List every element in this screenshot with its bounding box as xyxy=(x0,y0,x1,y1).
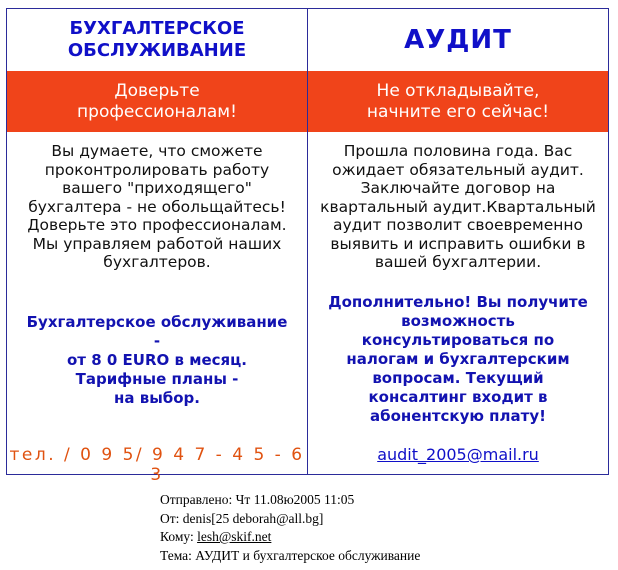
audit-header: АУДИТ xyxy=(404,25,512,55)
ad-table xyxy=(6,8,609,485)
text-line: бухгалтеров. xyxy=(103,253,211,271)
phone-contact xyxy=(7,445,307,485)
text-line: Прошла половина года. Вас xyxy=(343,142,573,160)
promo-line: консалтинг входит в xyxy=(368,388,548,406)
text-line: ожидает обязательный аудит. xyxy=(332,160,584,179)
banner-line: начните его сейчас! xyxy=(366,101,550,122)
sent-line: Отправлено: Чт 11.08ю2005 11:05 xyxy=(160,492,355,507)
banner-line: профессионалам! xyxy=(77,101,237,122)
text-line: Вы думаете, что сможете xyxy=(51,142,263,160)
promo-line: - xyxy=(153,332,161,350)
phone-number: тел. / 0 9 5/ 9 4 7 - 4 5 - 6 3 xyxy=(9,445,305,485)
text-line: Мы управляем работой наших xyxy=(32,234,282,253)
promo-line: Бухгалтерское обслуживание xyxy=(26,313,288,331)
from-line: От: denis[25 deborah@all.bg] xyxy=(160,510,324,526)
text-line: квартальный аудит.Квартальный xyxy=(320,197,596,216)
text-line: бухгалтера - не обольщайтесь! xyxy=(28,197,286,216)
to-label: Кому: xyxy=(160,529,198,544)
text-line: Заключайте договор на xyxy=(360,179,556,197)
subject-line: Тема: АУДИТ и бухгалтерское обслуживание xyxy=(160,547,421,563)
text-line: выявить и исправить ошибки в xyxy=(330,234,586,253)
audit-banner xyxy=(308,71,608,132)
email-meta xyxy=(160,491,420,565)
audit-column xyxy=(308,9,608,474)
text-line: проконтролировать работу xyxy=(44,160,270,179)
audit-offer xyxy=(312,293,604,426)
promo-line: Тарифные планы - xyxy=(75,370,239,388)
promo-line: налогам и бухгалтерским xyxy=(346,350,570,368)
audit-description xyxy=(312,142,604,272)
accounting-banner xyxy=(7,71,307,132)
accounting-header: БУХГАЛТЕРСКОЕ ОБСЛУЖИВАНИЕ xyxy=(67,18,247,61)
promo-line: от 8 0 EURO в месяц. xyxy=(67,351,247,369)
promo-line: Дополнительно! Вы получите xyxy=(328,293,588,311)
promo-line: вопросам. Текущий xyxy=(372,369,544,387)
to-email-link[interactable]: lesh@skif.net xyxy=(197,529,272,544)
accounting-pricing xyxy=(11,313,303,408)
promo-line: абонентскую плату! xyxy=(370,407,546,425)
email-contact xyxy=(308,445,608,464)
promo-line: консультироваться по xyxy=(361,331,555,349)
to-line xyxy=(160,528,420,547)
text-line: аудит позволит своевременно xyxy=(333,216,583,234)
text-line: вашей бухгалтерии. xyxy=(374,253,542,271)
text-line: Доверьте это профессионалам. xyxy=(27,216,287,234)
email-link[interactable]: audit_2005@mail.ru xyxy=(377,445,539,464)
banner-line: Доверьте xyxy=(114,80,200,101)
promo-line: на выбор. xyxy=(114,389,200,407)
text-line: вашего "приходящего" xyxy=(62,179,252,197)
accounting-column xyxy=(7,9,307,485)
banner-line: Не откладывайте, xyxy=(376,80,540,101)
accounting-description xyxy=(11,142,303,272)
promo-line: возможность xyxy=(401,312,515,330)
